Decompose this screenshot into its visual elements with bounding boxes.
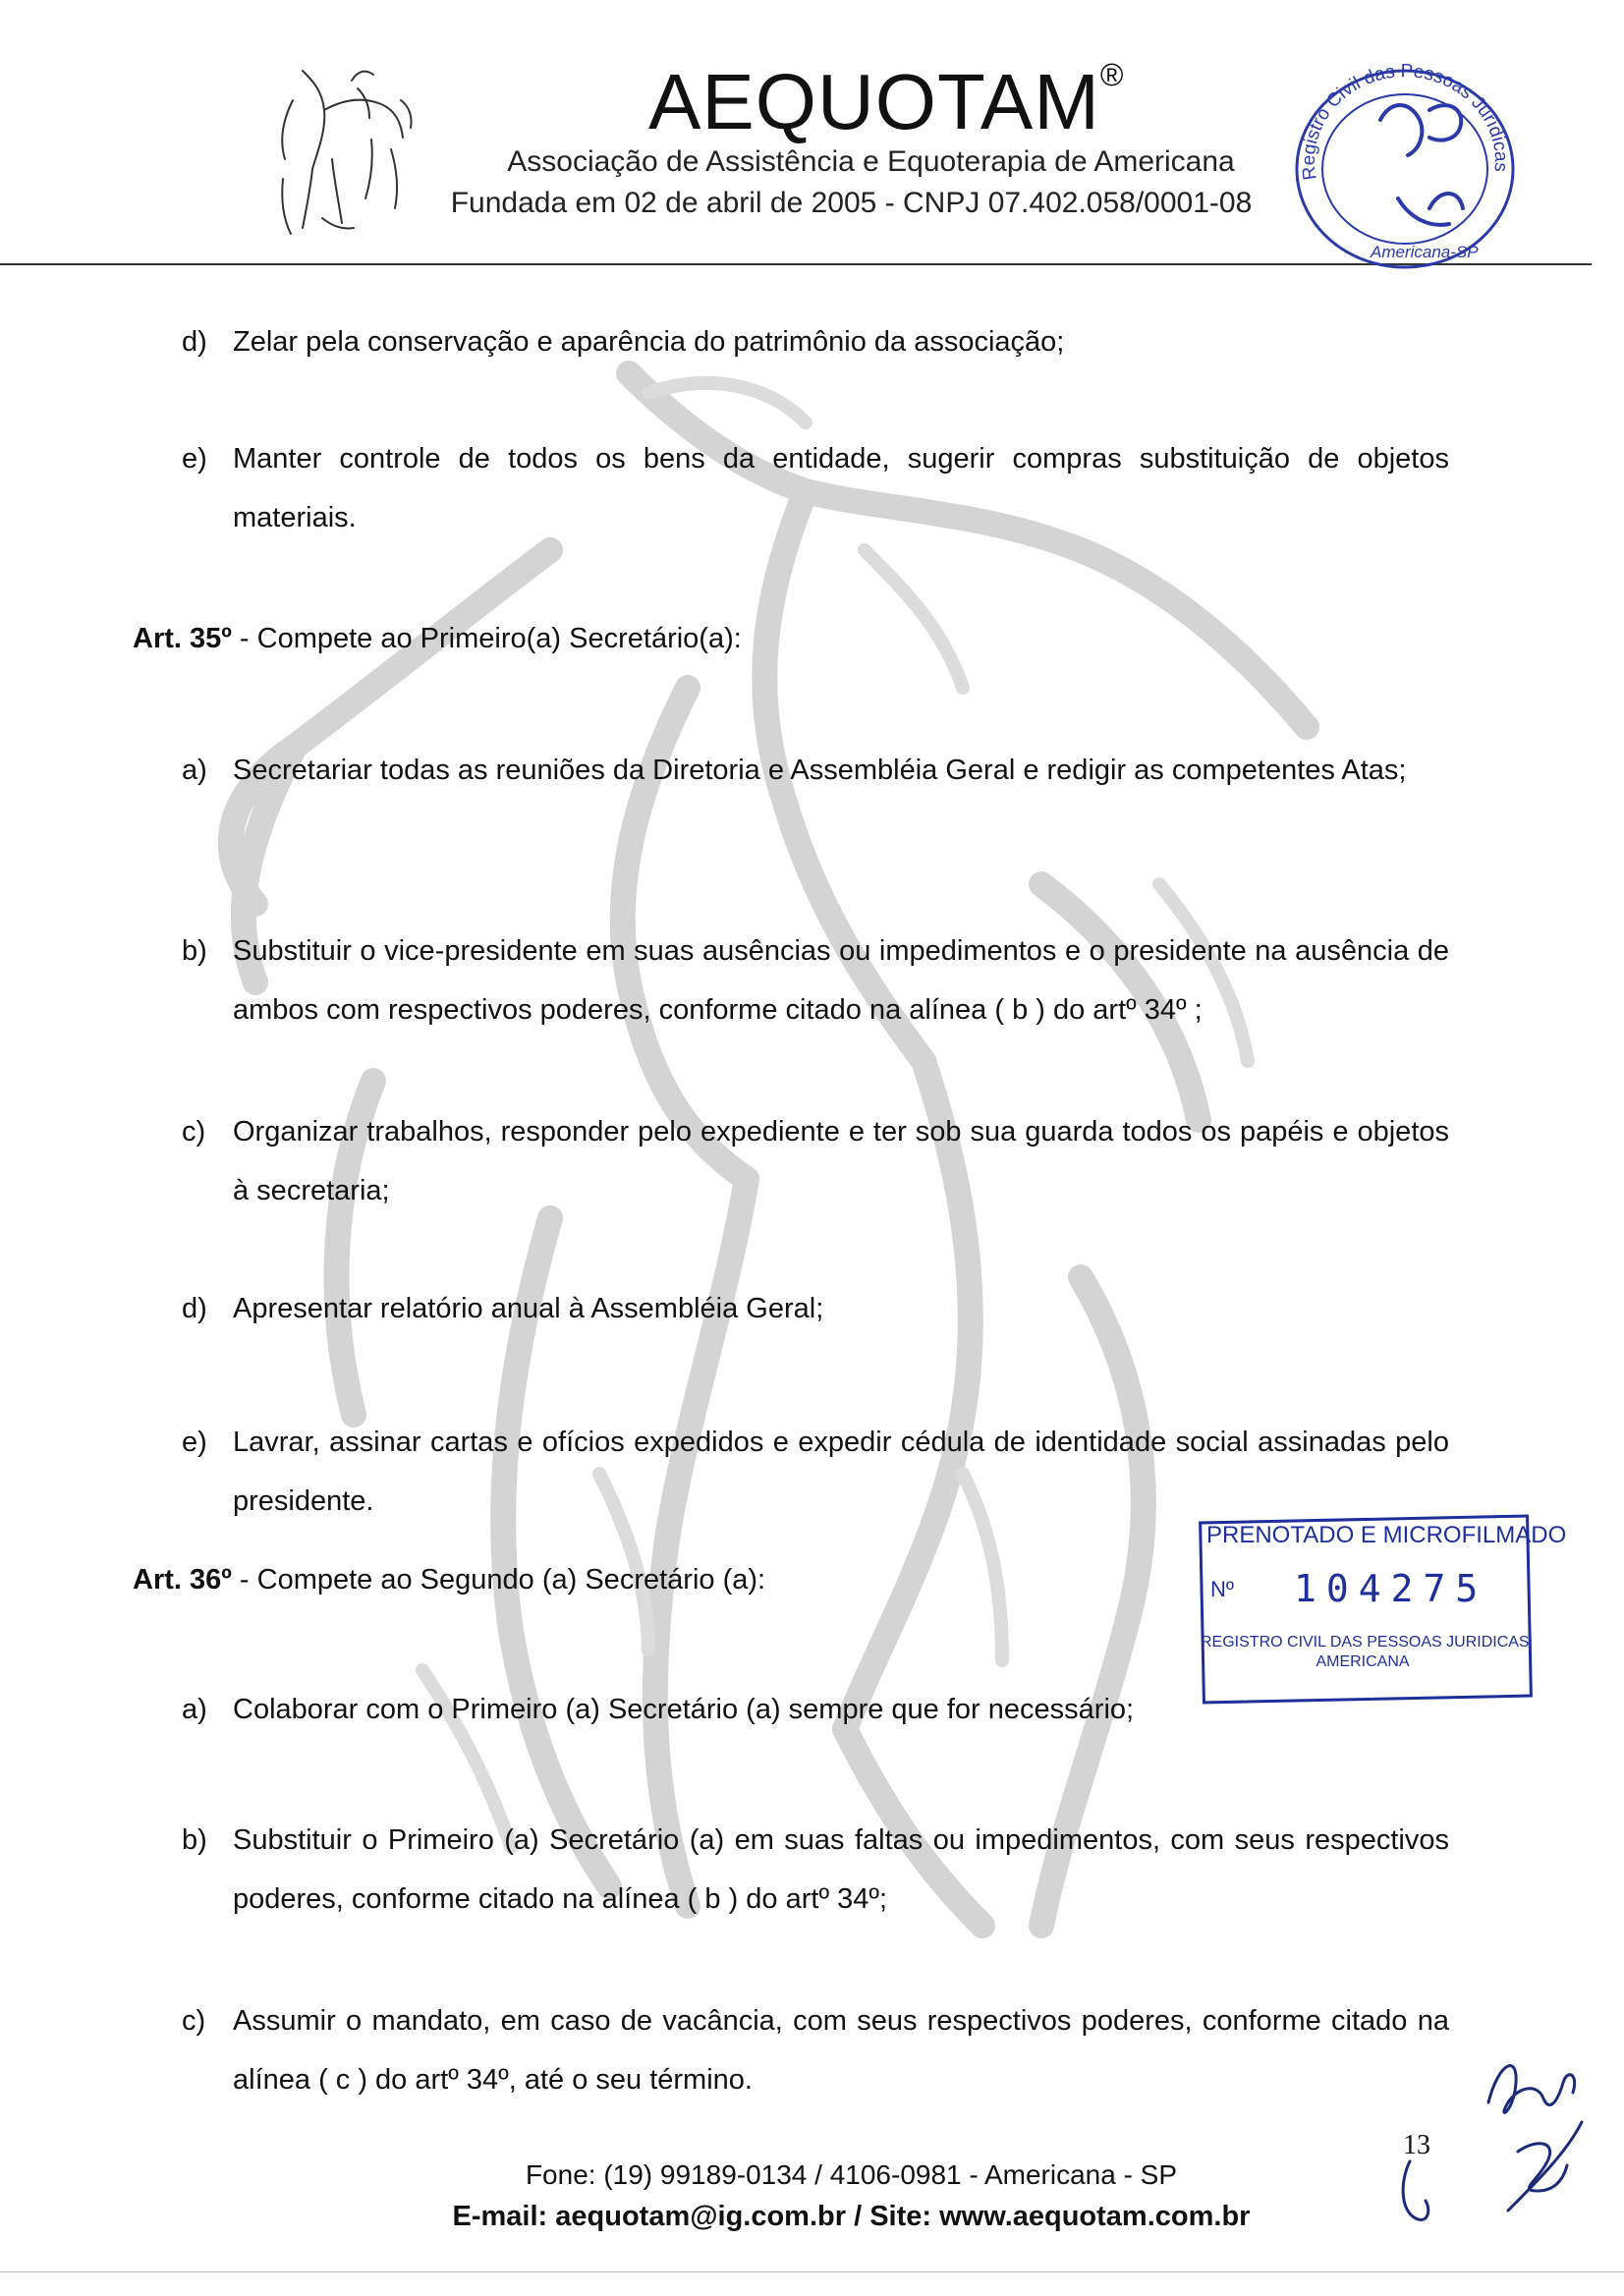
list-item-marker: d)	[182, 1293, 207, 1324]
list-item-text: Substituir o Primeiro (a) Secretário (a) em suas faltas ou impedimentos, com seus respectivos poderes, conforme citado na alínea ( b ) do artº 34º;	[233, 1824, 1449, 1915]
list-item-text: Organizar trabalhos, responder pelo expediente e ter sob sua guarda todos os papéis e objetos à secretaria;	[233, 1116, 1449, 1206]
list-item-text: Secretariar todas as reuniões da Diretoria e Assembléia Geral e redigir as competentes Atas;	[233, 755, 1407, 786]
stamp-title: PRENOTADO E MICROFILMADO	[1206, 1522, 1567, 1548]
stamp-number-label: Nº	[1210, 1577, 1234, 1601]
list-item	[182, 922, 1449, 1039]
list-item-marker: e)	[182, 1427, 207, 1458]
list-item-marker: c)	[182, 1116, 206, 1148]
article-35-text: - Compete ao Primeiro(a) Secretário(a):	[231, 623, 742, 654]
list-item	[182, 429, 1449, 547]
list-item	[182, 1413, 1449, 1531]
list-item-text: Assumir o mandato, em caso de vacância, com seus respectivos poderes, conforme citado na alínea ( c ) do artº 34º, até o seu término.	[233, 2005, 1449, 2096]
list-item-text: Zelar pela conservação e aparência do patrimônio da associação;	[233, 326, 1065, 358]
article-35-heading	[133, 609, 1449, 668]
registry-seal-icon	[1282, 61, 1528, 287]
list-item-text: Substituir o vice-presidente em suas ausências ou impedimentos e o presidente na ausência de ambos com respectivos poderes, conforme citado na alínea ( b ) do artº 34º ;	[233, 935, 1449, 1026]
list-item	[182, 1680, 1449, 1739]
list-item-marker: a)	[182, 755, 207, 786]
list-item	[182, 1102, 1449, 1220]
list-item-marker: b)	[182, 1824, 207, 1856]
organization-subtitle: Associação de Assistência e Equoterapia de Americana	[507, 145, 1235, 178]
list-item-marker: c)	[182, 2005, 206, 2037]
list-item-text: Colaborar com o Primeiro (a) Secretário (a) sempre que for necessário;	[233, 1694, 1135, 1725]
organization-title: AEQUOTAM®	[648, 57, 1125, 145]
footer-divider	[0, 2271, 1624, 2272]
list-item-marker: e)	[182, 443, 207, 475]
svg-text:Registro Civil das Pessoas Jur: Registro Civil das Pessoas Jurídicas	[1298, 61, 1512, 182]
list-item-text: Manter controle de todos os bens da entidade, sugerir compras substituição de objetos materiais.	[233, 443, 1449, 533]
list-item	[182, 1811, 1449, 1929]
list-item	[182, 1279, 1449, 1338]
article-36-label: Art. 36º	[133, 1564, 232, 1596]
article-36-text: - Compete ao Segundo (a) Secretário (a):	[231, 1564, 766, 1596]
list-item	[182, 312, 1449, 371]
list-item	[182, 741, 1449, 800]
stamp-number: 104275	[1294, 1567, 1488, 1610]
list-item	[182, 1991, 1449, 2109]
registered-mark: ®	[1099, 57, 1125, 92]
article-35-label: Art. 35º	[133, 623, 232, 654]
list-item-marker: d)	[182, 326, 207, 358]
svg-text:Americana-SP: Americana-SP	[1371, 243, 1479, 261]
stamp-registry-line: REGISTRO CIVIL DAS PESSOAS JURIDICAS	[1201, 1634, 1530, 1651]
stamp-city-line: AMERICANA	[1316, 1653, 1410, 1670]
list-item-text: Apresentar relatório anual à Assembléia Geral;	[233, 1293, 824, 1324]
organization-founding-info: Fundada em 02 de abril de 2005 - CNPJ 07.402.058/0001-08	[450, 187, 1253, 219]
list-item-text: Lavrar, assinar cartas e ofícios expedidos e expedir cédula de identidade social assinadas pelo presidente.	[233, 1427, 1449, 1517]
page-number: 13	[1403, 2130, 1430, 2160]
footer-phone: Fone: (19) 99189-0134 / 4106-0981 - Americana - SP	[525, 2159, 1178, 2190]
list-item-marker: a)	[182, 1694, 207, 1725]
footer-contact: E-mail: aequotam@ig.com.br / Site: www.aequotam.com.br	[452, 2201, 1251, 2232]
list-item-marker: b)	[182, 935, 207, 967]
